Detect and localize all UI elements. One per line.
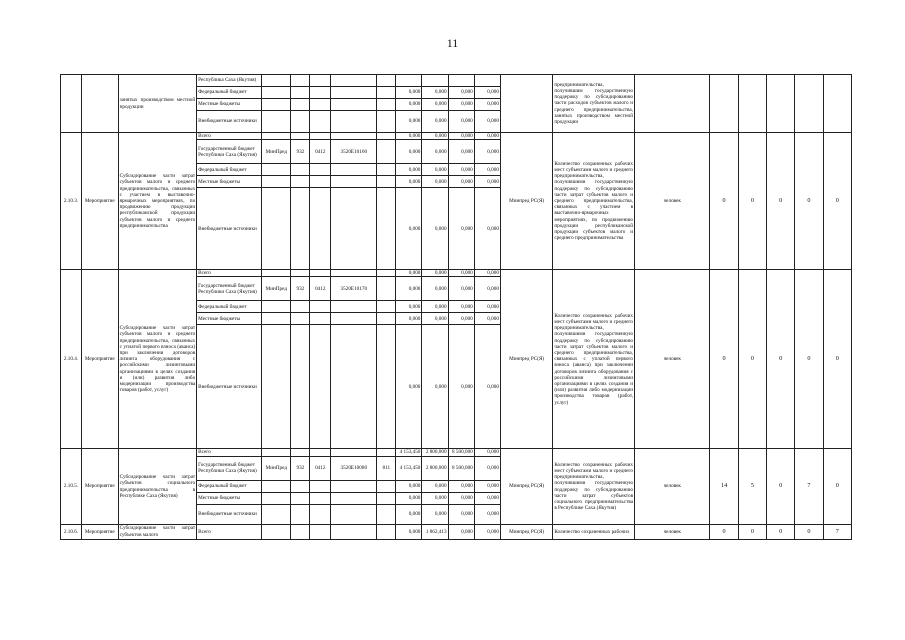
grbs-code: МинПред <box>262 140 291 164</box>
pr-code <box>310 176 331 188</box>
indicator-value: 0 <box>710 133 738 270</box>
vr-code <box>377 111 396 133</box>
grbs-code <box>262 164 291 176</box>
csr-code <box>331 133 377 140</box>
budget-value: 0,000 <box>474 188 500 270</box>
pr-code: 0412 <box>310 140 331 164</box>
rz-code: 932 <box>291 456 310 480</box>
item-kind <box>81 75 118 133</box>
vr-code <box>377 176 396 188</box>
funding-source: Государственный бюджет Республики Саха (Якутия) <box>197 456 262 480</box>
grbs-code <box>262 188 291 270</box>
item-number: 2.10.5. <box>61 449 82 524</box>
vr-code <box>377 164 396 176</box>
responsible <box>500 75 552 133</box>
funding-source: Местные бюджеты <box>197 492 262 504</box>
budget-value: 0,000 <box>474 313 500 325</box>
rz-code: 932 <box>291 277 310 301</box>
pr-code <box>310 188 331 270</box>
table-row <box>61 75 852 87</box>
vr-code <box>377 140 396 164</box>
csr-code <box>331 504 377 524</box>
budget-value: 0,000 <box>448 164 474 176</box>
indicator-value <box>823 75 851 133</box>
pr-code <box>310 75 331 87</box>
budget-value: 0,000 <box>396 99 422 111</box>
budget-value: 0,000 <box>396 325 422 449</box>
budget-value: 0,000 <box>422 87 448 99</box>
grbs-code <box>262 133 291 140</box>
vr-code <box>377 524 396 539</box>
rz-code <box>291 449 310 456</box>
budget-value: 0,000 <box>474 133 500 140</box>
pr-code <box>310 504 331 524</box>
funding-source: Государственный бюджет Республики Саха (Якутия) <box>197 140 262 164</box>
budget-value: 0,000 <box>474 111 500 133</box>
csr-code: 3520Е10160 <box>331 140 377 164</box>
grbs-code <box>262 325 291 449</box>
responsible: Минпред РС(Я) <box>500 133 552 270</box>
target-indicator: Количество сохраненных рабочих мест субъектами малого и среднего предпринимательства, получившими государственную поддержку по субсидированию части затрат субъектов малого и среднего предпринимательства, связанных с уплатой первого взноса (аванса) при заключении договоров лизинга оборудования с российскими лизинговыми организациями в целях создания и (или) развития либо модернизации производства товаров (работ, услуг) <box>553 270 635 449</box>
indicator-value: 0 <box>738 270 766 449</box>
funding-source: Федеральный бюджет <box>197 164 262 176</box>
rz-code <box>291 504 310 524</box>
indicator-value: 0 <box>710 270 738 449</box>
funding-source: Всего <box>197 270 262 277</box>
item-kind: Мероприятие <box>81 449 118 524</box>
rz-code <box>291 111 310 133</box>
indicator-value: 0 <box>738 524 766 539</box>
funding-source: Федеральный бюджет <box>197 87 262 99</box>
budget-value: 0,000 <box>448 504 474 524</box>
budget-value: 0,000 <box>396 133 422 140</box>
budget-value: 0,000 <box>396 270 422 277</box>
indicator-value: 5 <box>738 449 766 524</box>
target-indicator: Количество сохраненных рабочих мест субъектами малого и среднего предпринимательства, получившими государственную поддержку по субсидированию части затрат субъектов малого и среднего предпринимательства, связанных с участием в выставочно-ярмарочных мероприятиях, по продвижению продукции республиканской продукции субъектов малого и среднего предпринимательства <box>553 133 635 270</box>
csr-code <box>331 325 377 449</box>
budget-value: 0,000 <box>448 492 474 504</box>
grbs-code <box>262 449 291 456</box>
csr-code <box>331 480 377 492</box>
grbs-code <box>262 176 291 188</box>
unit <box>635 75 710 133</box>
budget-value: 0,000 <box>422 325 448 449</box>
grbs-code <box>262 75 291 87</box>
budget-value: 0,000 <box>474 277 500 301</box>
responsible: Минпред РС(Я) <box>500 524 552 539</box>
indicator-value: 0 <box>767 133 795 270</box>
budget-value: 0,000 <box>448 270 474 277</box>
funding-source: Внебюджетные источники <box>197 325 262 449</box>
budget-value: 0,000 <box>396 87 422 99</box>
budget-value: 0,000 <box>422 140 448 164</box>
rz-code <box>291 176 310 188</box>
item-number: 2.10.3. <box>61 133 82 270</box>
budget-value: 0,000 <box>396 492 422 504</box>
indicator-value: 0 <box>823 133 851 270</box>
budget-value: 0,000 <box>448 87 474 99</box>
budget-value: 4 153,450 <box>396 456 422 480</box>
budget-value: 0,000 <box>474 524 500 539</box>
budget-value: 0,000 <box>396 164 422 176</box>
budget-value <box>422 75 448 87</box>
funding-source: Республика Саха (Якутия) <box>197 75 262 87</box>
item-description: Субсидирование части затрат субъектов социального предпринимательства в Республике Саха (Якутия) <box>118 449 197 524</box>
item-description: Субсидирование части затрат субъектов малого и среднего предпринимательства, связанных с участием в выставочно-ярмарочных мероприятиях, по продвижению продукции республиканской продукции субъектов малого и среднего предпринимательства <box>118 133 197 270</box>
rz-code <box>291 270 310 277</box>
item-kind: Мероприятие <box>81 133 118 270</box>
target-indicator: Количество сохраненных рабочих мест субъектами малого и среднего предпринимательства, получившими государственную поддержку по субсидированию части затрат субъектов социального предпринимательства в Республике Саха (Якутия) <box>553 449 635 524</box>
vr-code <box>377 313 396 325</box>
budget-value: 0,000 <box>448 176 474 188</box>
funding-source: Всего <box>197 524 262 539</box>
budget-value: 0,000 <box>448 325 474 449</box>
budget-value: 0,000 <box>422 99 448 111</box>
budget-value: 0,000 <box>474 492 500 504</box>
indicator-value <box>767 75 795 133</box>
budget-value: 0,000 <box>474 480 500 492</box>
budget-value: 2 800,000 <box>422 456 448 480</box>
budget-value: 0,000 <box>448 524 474 539</box>
rz-code <box>291 492 310 504</box>
budget-value: 0,000 <box>474 87 500 99</box>
budget-value: 0,000 <box>448 277 474 301</box>
grbs-code: МинПред <box>262 456 291 480</box>
csr-code: 3520Е10170 <box>331 277 377 301</box>
pr-code <box>310 313 331 325</box>
budget-value: 0,000 <box>396 188 422 270</box>
budget-value: 0,000 <box>422 111 448 133</box>
indicator-value: 0 <box>795 524 823 539</box>
item-kind: Мероприятие <box>81 524 118 539</box>
vr-code: 811 <box>377 456 396 480</box>
table-row <box>61 449 852 456</box>
grbs-code: МинПред <box>262 277 291 301</box>
indicator-value: 0 <box>795 270 823 449</box>
vr-code <box>377 133 396 140</box>
budget-value: 0,000 <box>474 449 500 456</box>
budget-value: 8 500,000 <box>448 456 474 480</box>
budget-value: 0,000 <box>474 99 500 111</box>
item-description: Субсидирование части затрат субъектов малого <box>119 525 196 538</box>
vr-code <box>377 87 396 99</box>
budget-value: 0,000 <box>422 313 448 325</box>
budget-value: 0,000 <box>474 176 500 188</box>
grbs-code <box>262 99 291 111</box>
funding-source: Местные бюджеты <box>197 176 262 188</box>
responsible: Минпред РС(Я) <box>500 449 552 524</box>
budget-value: 2 800,000 <box>422 449 448 456</box>
funding-source: Внебюджетные источники <box>197 111 262 133</box>
csr-code <box>331 313 377 325</box>
indicator-value: 0 <box>795 133 823 270</box>
budget-value: 0,000 <box>396 313 422 325</box>
rz-code <box>291 524 310 539</box>
item-number <box>61 75 82 133</box>
budget-value: 0,000 <box>422 270 448 277</box>
item-kind: Мероприятие <box>81 270 118 449</box>
budget-value: 0,000 <box>474 504 500 524</box>
item-number: 2.10.6. <box>61 524 82 539</box>
budget-value: 0,000 <box>422 492 448 504</box>
csr-code <box>331 75 377 87</box>
rz-code <box>291 188 310 270</box>
budget-value: 0,000 <box>422 133 448 140</box>
vr-code <box>377 188 396 270</box>
rz-code <box>291 480 310 492</box>
indicator-value: 0 <box>710 524 738 539</box>
csr-code <box>331 99 377 111</box>
budget-value <box>474 75 500 87</box>
item-description: занятых производством местной продукции <box>118 75 197 133</box>
vr-code <box>377 301 396 313</box>
pr-code <box>310 480 331 492</box>
grbs-code <box>262 313 291 325</box>
csr-code <box>331 176 377 188</box>
target-indicator: предпринимательства, получившим государственную поддержку по субсидированию части расходов субъектов малого и среднего предпринимательства, занятых производством местной продукции <box>553 75 635 133</box>
budget-value: 0,000 <box>422 301 448 313</box>
budget-value: 0,000 <box>422 504 448 524</box>
indicator-value: 7 <box>823 524 851 539</box>
budget-value: 0,000 <box>422 480 448 492</box>
pr-code <box>310 270 331 277</box>
indicator-value: 0 <box>823 270 851 449</box>
budget-value: 4 153,450 <box>396 449 422 456</box>
budget-value: 0,000 <box>474 140 500 164</box>
unit: человек <box>635 133 710 270</box>
vr-code <box>377 270 396 277</box>
funding-source: Внебюджетные источники <box>197 188 262 270</box>
indicator-value <box>795 75 823 133</box>
indicator-value: 14 <box>710 449 738 524</box>
funding-source: Всего <box>197 133 262 140</box>
funding-source: Федеральный бюджет <box>197 301 262 313</box>
pr-code <box>310 301 331 313</box>
budget-value: 0,000 <box>396 301 422 313</box>
pr-code: 0412 <box>310 277 331 301</box>
vr-code <box>377 504 396 524</box>
funding-source: Государственный бюджет Республики Саха (Якутия) <box>197 277 262 301</box>
budget-value: 0,000 <box>448 140 474 164</box>
vr-code <box>377 75 396 87</box>
budget-value: 0,000 <box>396 504 422 524</box>
table-body <box>61 75 852 540</box>
csr-code <box>331 524 377 539</box>
grbs-code <box>262 504 291 524</box>
indicator-value: 7 <box>795 449 823 524</box>
item-description: Субсидирование части затрат субъектов малого и среднего предпринимательства, связанных с уплатой первого взноса (аванса) при заключении договоров лизинга оборудования с российскими лизинговыми организациями в целях создания и (или) развития либо модернизации производства товаров (работ, услуг) <box>118 270 197 449</box>
pr-code <box>310 133 331 140</box>
budget-value: 0,000 <box>396 111 422 133</box>
grbs-code <box>262 492 291 504</box>
vr-code <box>377 99 396 111</box>
csr-code <box>331 492 377 504</box>
rz-code <box>291 133 310 140</box>
vr-code <box>377 492 396 504</box>
rz-code <box>291 99 310 111</box>
funding-source: Внебюджетные источники <box>197 504 262 524</box>
item-number: 2.10.4. <box>61 270 82 449</box>
csr-code <box>331 188 377 270</box>
csr-code <box>331 449 377 456</box>
budget-value: 0,000 <box>448 188 474 270</box>
rz-code <box>291 301 310 313</box>
budget-value: 0,000 <box>448 99 474 111</box>
indicator-value: 0 <box>738 133 766 270</box>
indicator-value: 0 <box>767 449 795 524</box>
vr-code <box>377 480 396 492</box>
pr-code <box>310 492 331 504</box>
table-row <box>61 270 852 277</box>
target-indicator: Количество сохраненных рабочих <box>553 524 635 539</box>
pr-code: 0412 <box>310 456 331 480</box>
rz-code <box>291 325 310 449</box>
csr-code <box>331 301 377 313</box>
budget-value: 0,000 <box>422 277 448 301</box>
budget-value: 0,000 <box>474 164 500 176</box>
pr-code <box>310 325 331 449</box>
pr-code <box>310 164 331 176</box>
indicator-value: 0 <box>767 524 795 539</box>
budget-value: 0,000 <box>396 277 422 301</box>
page-number: 11 <box>446 36 459 50</box>
budget-value: 0,000 <box>396 176 422 188</box>
pr-code <box>310 111 331 133</box>
responsible: Минпред РС(Я) <box>500 270 552 449</box>
budget-value: 1 862,413 <box>422 524 448 539</box>
unit: человек <box>635 270 710 449</box>
unit: человек <box>635 449 710 524</box>
funding-source: Всего <box>197 449 262 456</box>
budget-value: 0,000 <box>396 524 422 539</box>
rz-code <box>291 87 310 99</box>
budget-value <box>448 75 474 87</box>
indicator-value <box>738 75 766 133</box>
program-table <box>60 74 852 540</box>
funding-source: Местные бюджеты <box>197 313 262 325</box>
budget-value: 0,000 <box>448 301 474 313</box>
rz-code <box>291 313 310 325</box>
grbs-code <box>262 480 291 492</box>
csr-code: 3520Е10080 <box>331 456 377 480</box>
budget-value: 0,000 <box>448 133 474 140</box>
grbs-code <box>262 111 291 133</box>
vr-code <box>377 325 396 449</box>
budget-value: 0,000 <box>396 140 422 164</box>
indicator-value: 0 <box>823 449 851 524</box>
pr-code <box>310 524 331 539</box>
csr-code <box>331 164 377 176</box>
funding-source: Местные бюджеты <box>197 99 262 111</box>
csr-code <box>331 270 377 277</box>
table-row <box>61 133 852 140</box>
grbs-code <box>262 301 291 313</box>
budget-value: 0,000 <box>422 164 448 176</box>
rz-code <box>291 164 310 176</box>
vr-code <box>377 277 396 301</box>
unit: человек <box>635 524 710 539</box>
indicator-value: 0 <box>767 270 795 449</box>
indicator-value <box>710 75 738 133</box>
csr-code <box>331 87 377 99</box>
csr-code <box>331 111 377 133</box>
pr-code <box>310 99 331 111</box>
budget-value: 0,000 <box>422 176 448 188</box>
budget-value: 0,000 <box>474 270 500 277</box>
rz-code: 932 <box>291 140 310 164</box>
pr-code <box>310 449 331 456</box>
grbs-code <box>262 87 291 99</box>
budget-value: 0,000 <box>448 480 474 492</box>
budget-value <box>396 75 422 87</box>
grbs-code <box>262 270 291 277</box>
budget-value: 0,000 <box>396 480 422 492</box>
budget-value: 0,000 <box>474 301 500 313</box>
budget-value: 0,000 <box>422 188 448 270</box>
budget-value: 0,000 <box>474 456 500 480</box>
vr-code <box>377 449 396 456</box>
budget-value: 8 500,000 <box>448 449 474 456</box>
funding-source: Федеральный бюджет <box>197 480 262 492</box>
pr-code <box>310 87 331 99</box>
budget-value: 0,000 <box>448 111 474 133</box>
table-row <box>61 524 852 539</box>
rz-code <box>291 75 310 87</box>
budget-value: 0,000 <box>474 325 500 449</box>
budget-value: 0,000 <box>448 313 474 325</box>
grbs-code <box>262 524 291 539</box>
